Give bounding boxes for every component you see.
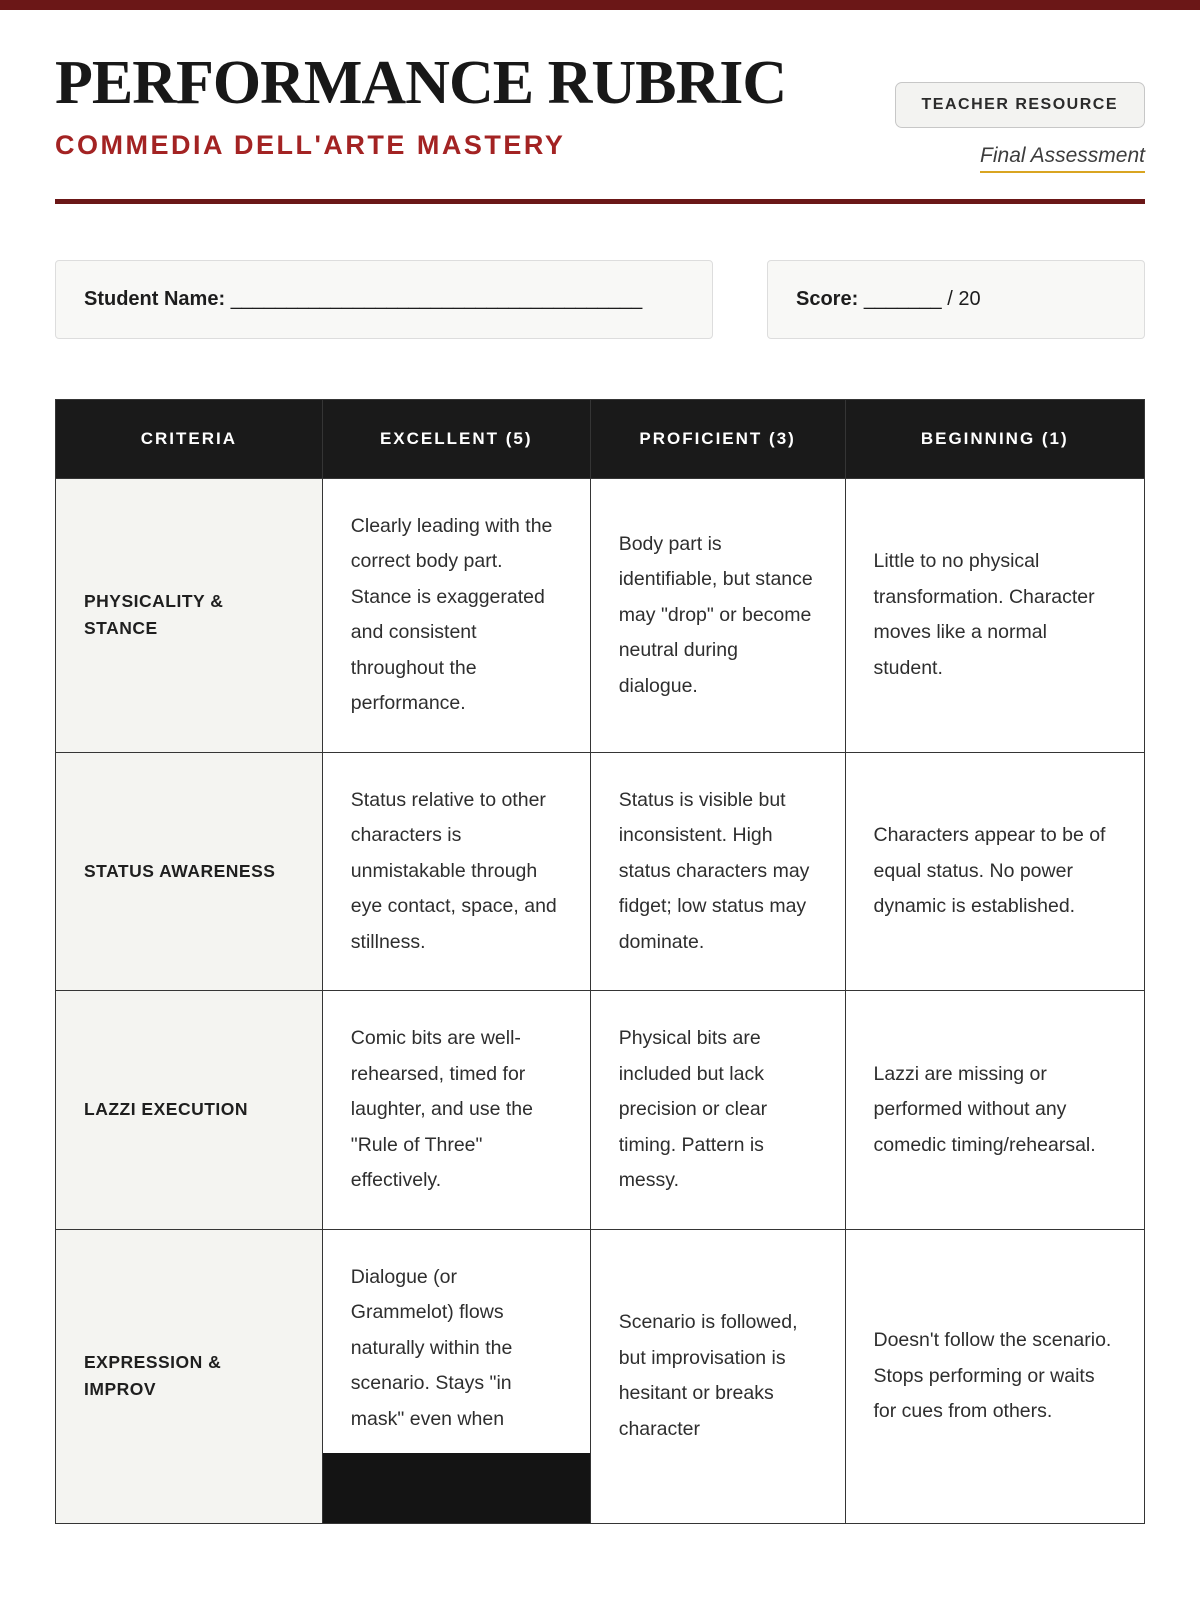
score-total: / 20 (947, 288, 981, 310)
criteria-cell: PHYSICALITY & STANCE (56, 479, 323, 753)
page-title: PERFORMANCE RUBRIC (55, 49, 787, 117)
column-header-proficient: PROFICIENT (3) (590, 400, 845, 479)
excellent-cell: Status relative to other characters is unmistakable through eye contact, space, and stillness. (322, 752, 590, 990)
table-row-expression (56, 1229, 1145, 1523)
header-titles (55, 49, 787, 161)
score-label: Score: (796, 288, 859, 310)
student-name-label: Student Name: (84, 288, 226, 310)
column-header-beginning: BEGINNING (1) (845, 400, 1145, 479)
criteria-cell: STATUS AWARENESS (56, 752, 323, 990)
cell-text: Dialogue (or Grammelot) flows naturally within the scenario. Stays "in mask" even when (350, 1265, 513, 1430)
beginning-cell: Lazzi are missing or performed without any comedic timing/rehearsal. (845, 991, 1145, 1229)
rubric-document (0, 49, 1200, 1524)
proficient-cell: Status is visible but inconsistent. High status characters may fidget; low status may dominate. (590, 752, 845, 990)
beginning-cell: Little to no physical transformation. Character moves like a normal student. (845, 479, 1145, 753)
top-accent-bar (0, 0, 1200, 10)
table-row-lazzi (56, 991, 1145, 1229)
column-header-criteria: CRITERIA (56, 400, 323, 479)
highlight-band (323, 1453, 590, 1523)
beginning-cell: Characters appear to be of equal status. No power dynamic is established. (845, 752, 1145, 990)
criteria-cell: LAZZI EXECUTION (56, 991, 323, 1229)
proficient-cell: Physical bits are included but lack precision or clear timing. Pattern is messy. (590, 991, 845, 1229)
header-divider (55, 199, 1145, 204)
column-header-excellent: EXCELLENT (5) (322, 400, 590, 479)
score-field (767, 260, 1145, 339)
table-row-physicality (56, 479, 1145, 753)
excellent-cell: Clearly leading with the correct body part. Stance is exaggerated and consistent throughout the performance. (322, 479, 590, 753)
table-row-status (56, 752, 1145, 990)
form-fields-row (55, 260, 1145, 339)
header-meta (895, 82, 1145, 173)
page-subtitle: COMMEDIA DELL'ARTE MASTERY (55, 130, 566, 160)
teacher-resource-badge: TEACHER RESOURCE (895, 82, 1145, 128)
proficient-cell: Scenario is followed, but improvisation is hesitant or breaks character (590, 1229, 845, 1523)
document-header (55, 49, 1145, 173)
excellent-cell: Comic bits are well-rehearsed, timed for laughter, and use the "Rule of Three" effectively. (322, 991, 590, 1229)
excellent-cell (322, 1229, 590, 1523)
beginning-cell: Doesn't follow the scenario. Stops performing or waits for cues from others. (845, 1229, 1145, 1523)
final-assessment-label: Final Assessment (980, 144, 1145, 173)
table-header-row (56, 400, 1145, 479)
rubric-table (55, 399, 1145, 1524)
criteria-cell: EXPRESSION & IMPROV (56, 1229, 323, 1523)
score-blank: _______ (863, 288, 942, 310)
student-name-field (55, 260, 713, 339)
student-name-blank: _____________________________________ (230, 288, 643, 310)
proficient-cell: Body part is identifiable, but stance may "drop" or become neutral during dialogue. (590, 479, 845, 753)
